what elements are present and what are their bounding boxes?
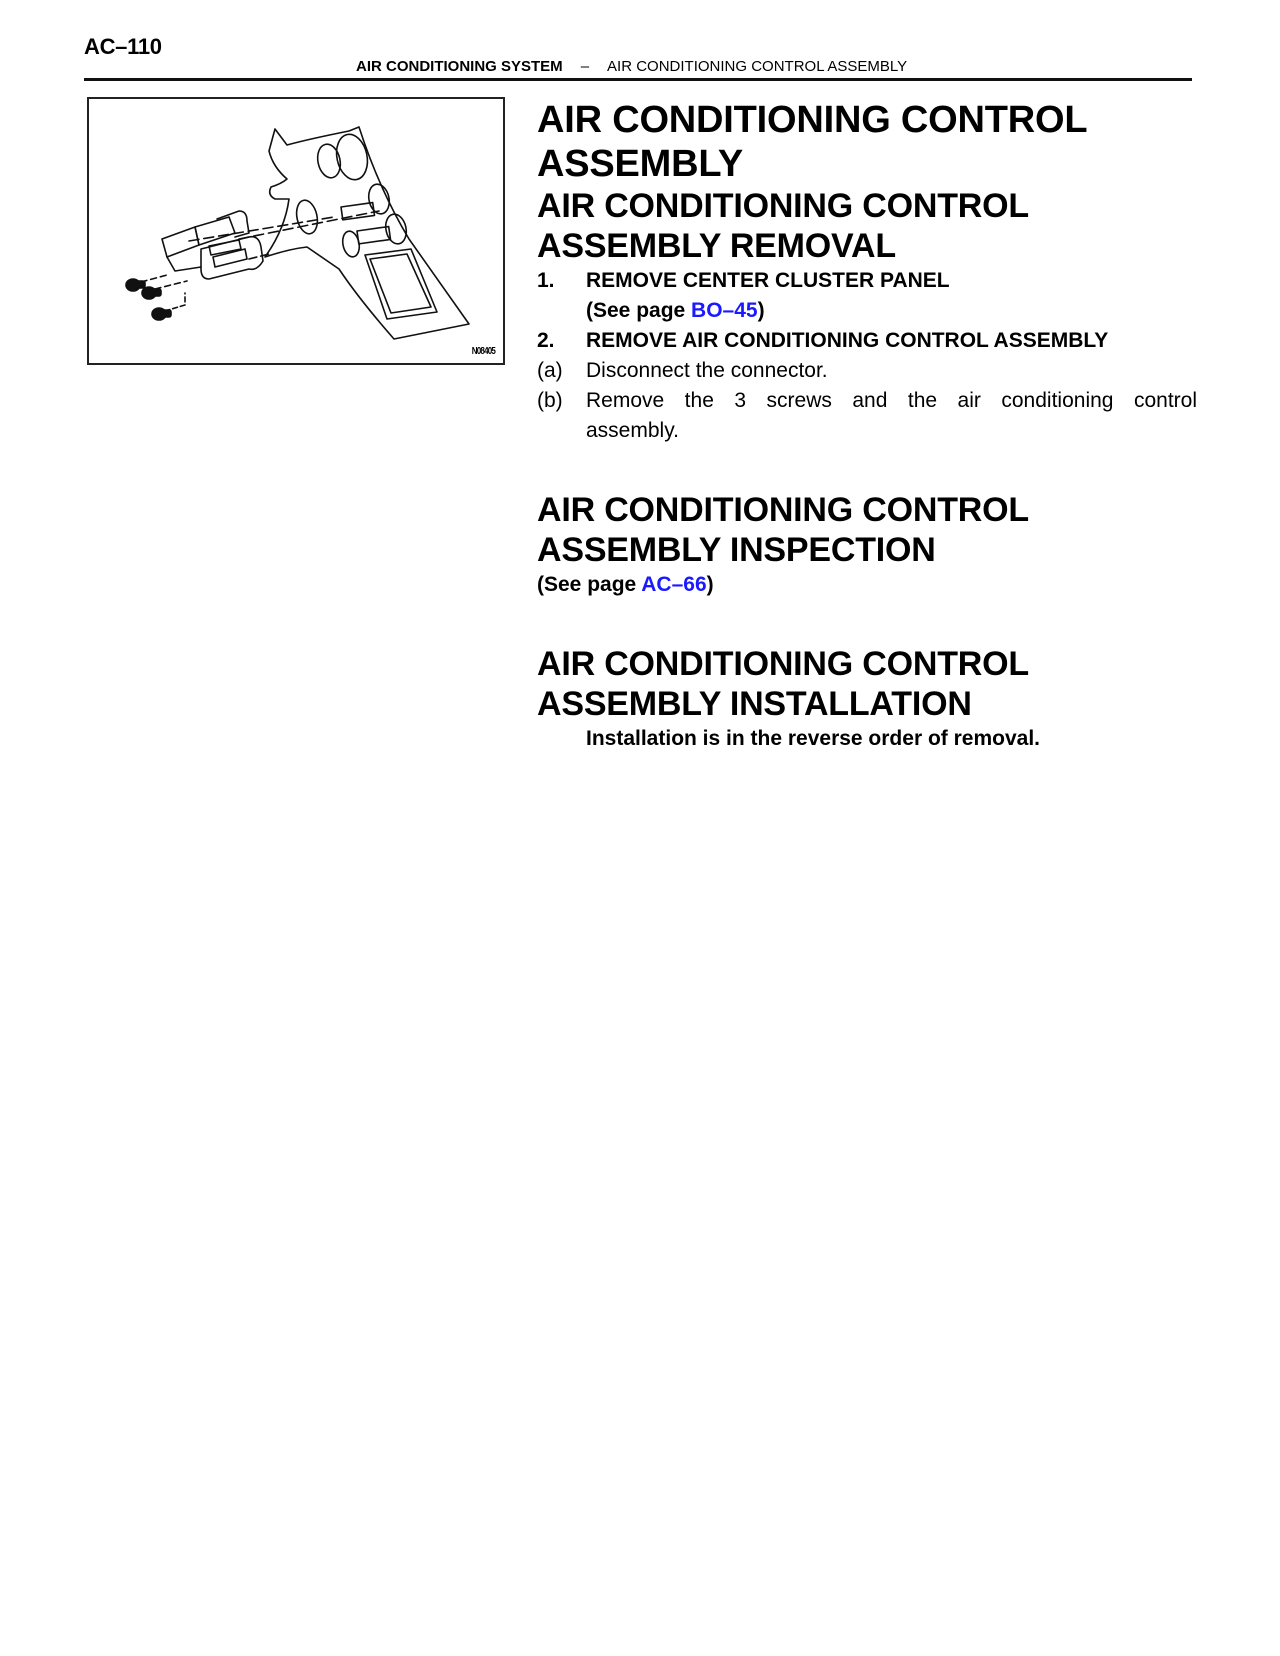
figure-frame — [87, 97, 505, 365]
inspection-title — [537, 490, 1197, 570]
inspection-title-line2: ASSEMBLY INSPECTION — [537, 531, 936, 569]
removal-step-1-reference — [537, 296, 1197, 326]
main-title — [537, 98, 1197, 186]
substep-text-line1: Remove the 3 screws and the air conditioning control — [586, 389, 1197, 412]
installation-text: Installation is in the reverse order of removal. — [586, 727, 1040, 750]
substep-label: (a) — [537, 359, 563, 382]
header-rule — [84, 78, 1192, 81]
running-header-subsection: AIR CONDITIONING CONTROL ASSEMBLY — [607, 58, 908, 75]
running-header-separator: – — [580, 58, 590, 75]
running-header — [356, 58, 907, 75]
substep-text: Disconnect the connector. — [586, 359, 828, 382]
link-bo-45[interactable]: BO–45 — [691, 299, 758, 322]
spacer — [537, 600, 1197, 644]
installation-title — [537, 644, 1197, 724]
substep-text-line2: assembly. — [586, 419, 679, 442]
reference-suffix: ) — [757, 299, 765, 322]
substep-label: (b) — [537, 389, 563, 412]
inspection-reference — [537, 570, 1197, 600]
removal-step-1 — [537, 266, 1197, 296]
main-title-line1: AIR CONDITIONING CONTROL — [537, 99, 1088, 141]
installation-title-line2: ASSEMBLY INSTALLATION — [537, 685, 972, 723]
substep-text — [586, 386, 1197, 446]
removal-substep-a — [537, 356, 1197, 386]
link-ac-66[interactable]: AC–66 — [641, 573, 707, 596]
step-number: 2. — [537, 329, 555, 352]
content-column — [537, 98, 1197, 754]
main-title-line2: ASSEMBLY — [537, 143, 744, 185]
removal-substep-b — [537, 386, 1197, 446]
inspection-title-line1: AIR CONDITIONING CONTROL — [537, 491, 1029, 529]
installation-title-line1: AIR CONDITIONING CONTROL — [537, 645, 1029, 683]
exploded-diagram-icon — [89, 99, 503, 363]
reference-prefix: (See page — [537, 573, 642, 596]
step-text: REMOVE AIR CONDITIONING CONTROL ASSEMBLY — [586, 329, 1109, 352]
reference-prefix: (See page — [586, 299, 692, 322]
reference-suffix: ) — [706, 573, 714, 596]
removal-title — [537, 186, 1197, 266]
step-text: REMOVE CENTER CLUSTER PANEL — [586, 269, 950, 292]
removal-title-line1: AIR CONDITIONING CONTROL — [537, 187, 1029, 225]
page-number: AC–110 — [84, 34, 162, 59]
removal-step-2 — [537, 326, 1197, 356]
step-number: 1. — [537, 269, 555, 292]
removal-title-line2: ASSEMBLY REMOVAL — [537, 227, 896, 265]
spacer — [537, 446, 1197, 490]
running-header-section: AIR CONDITIONING SYSTEM — [356, 58, 563, 75]
figure-code: N08405 — [471, 346, 495, 357]
